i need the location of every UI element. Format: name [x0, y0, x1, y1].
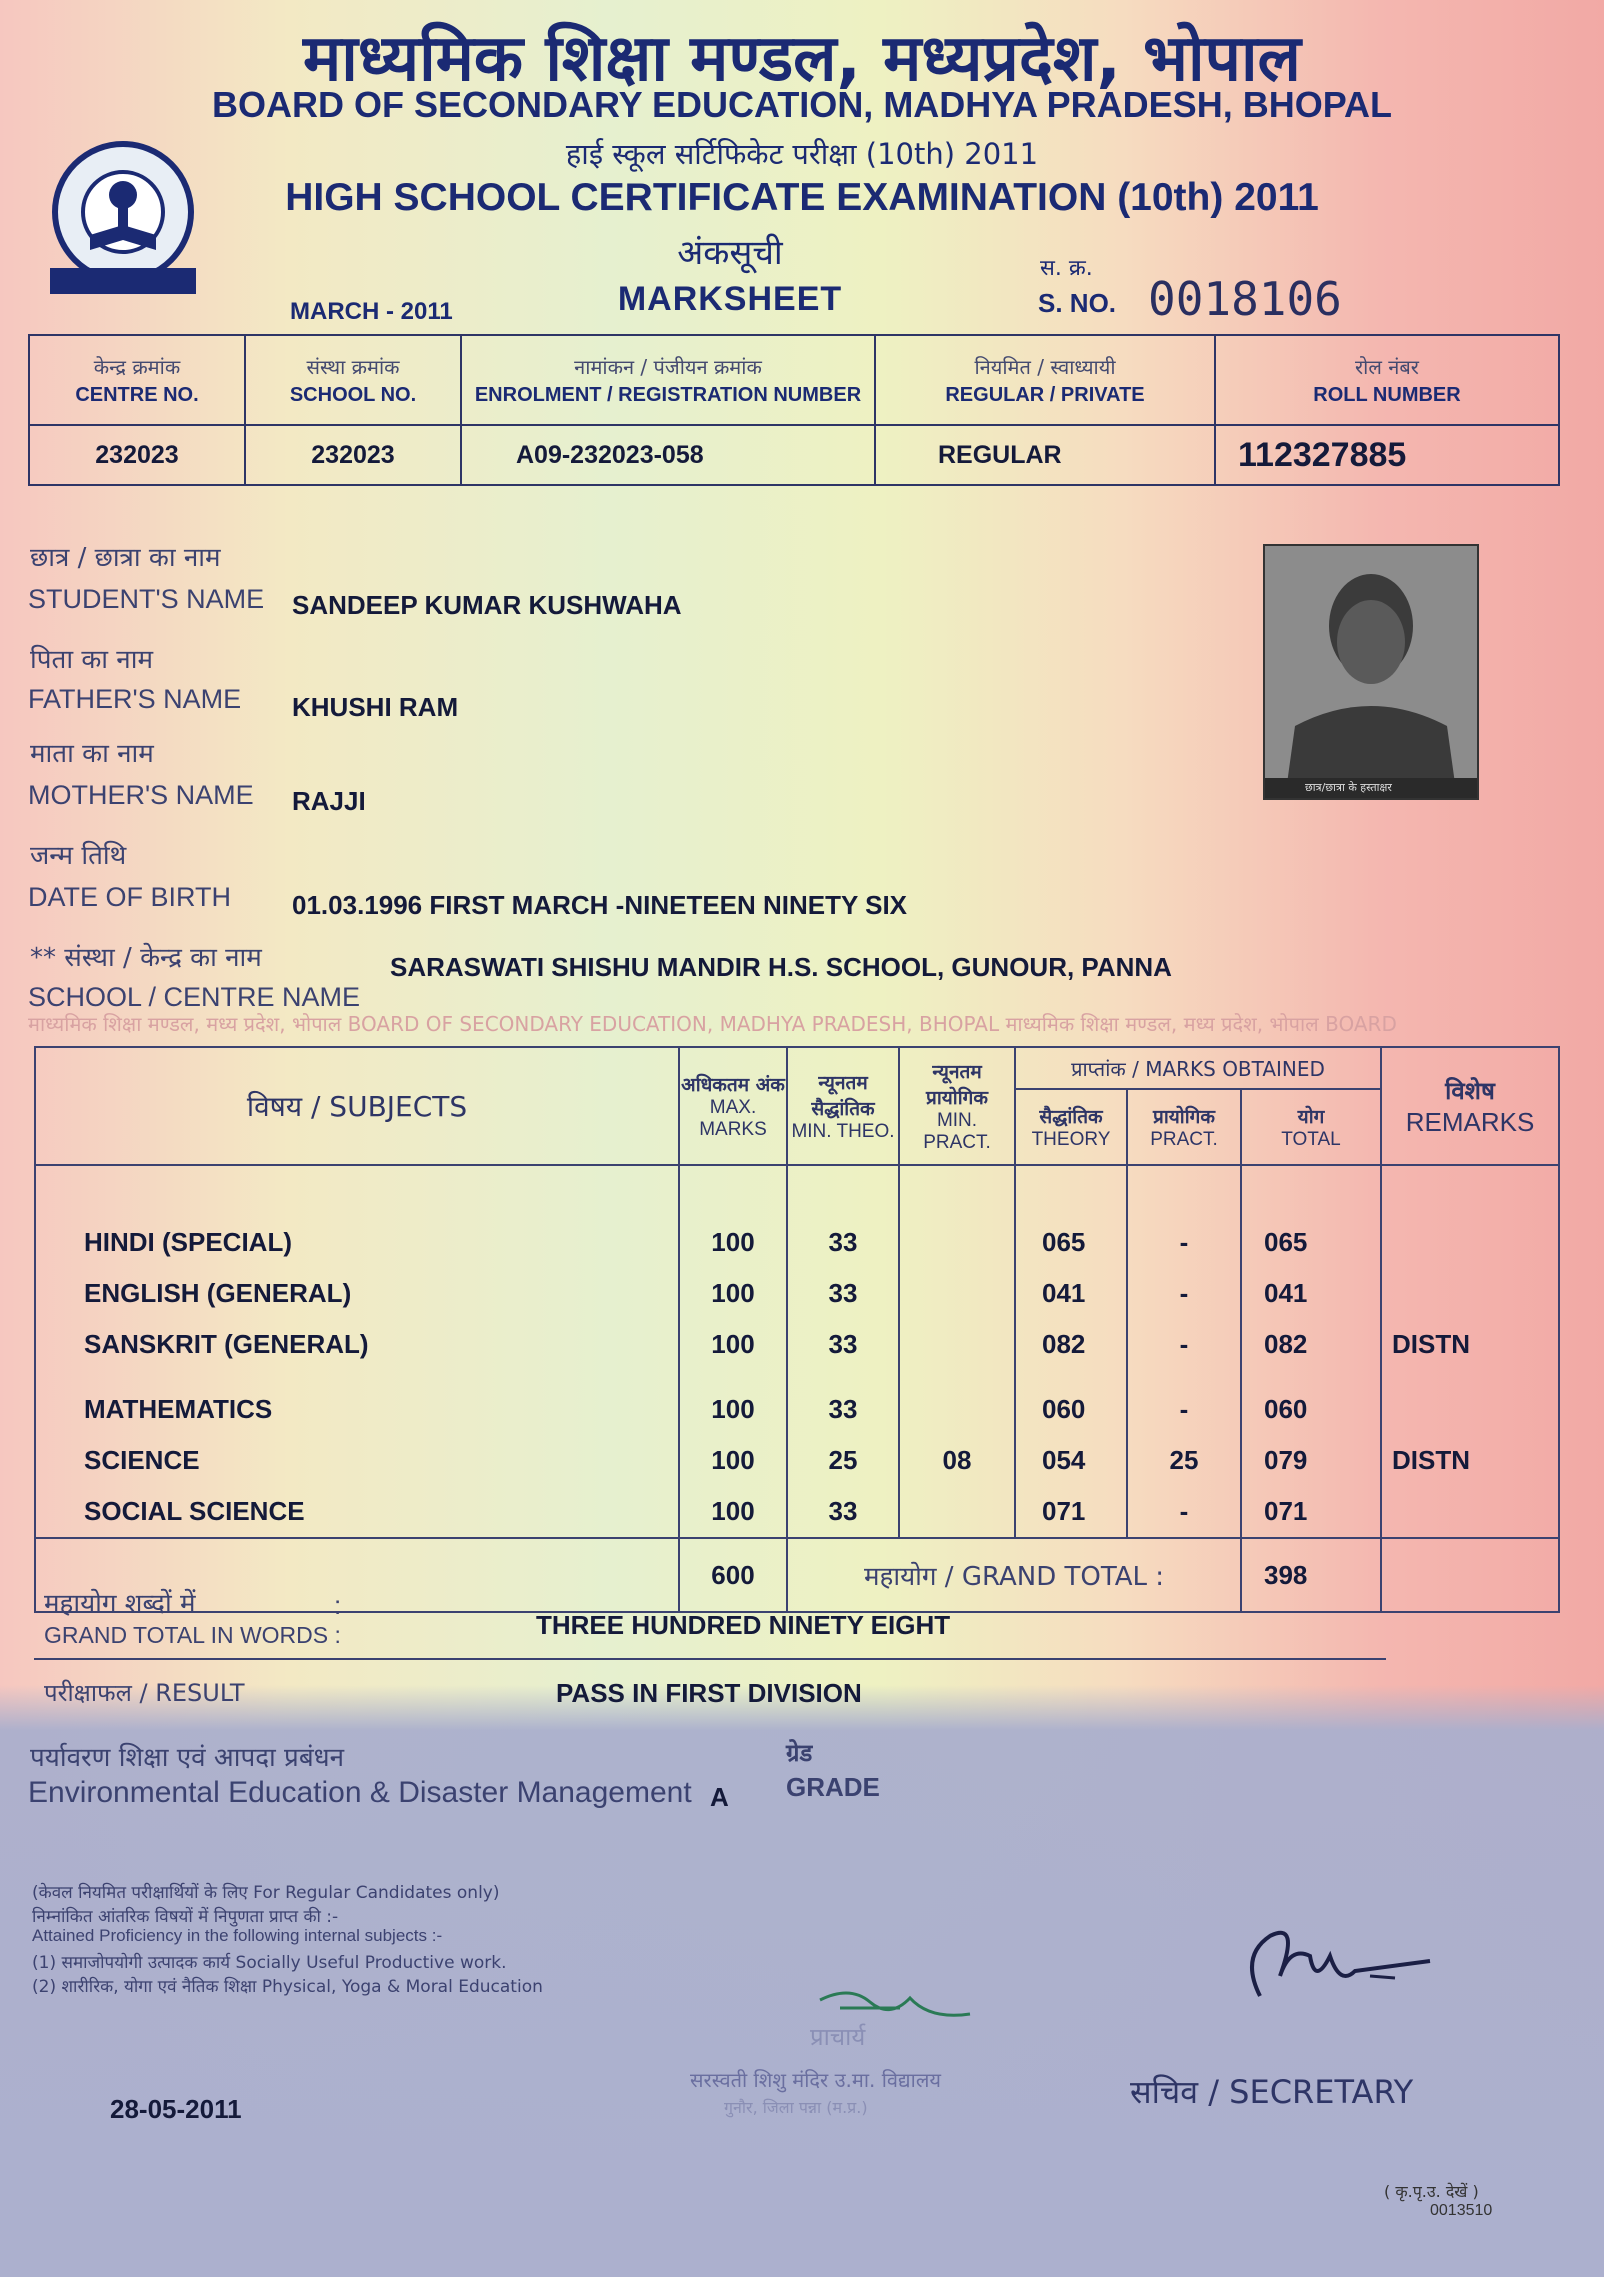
notes-line-1: (केवल नियमित परीक्षार्थियों के लिए For Regular Candidates only)	[32, 1883, 500, 1903]
enrolment-value: A09-232023-058	[461, 425, 875, 485]
grand-total-words-label: GRAND TOTAL IN WORDS :	[44, 1622, 341, 1648]
grand-total-words-colon: :	[334, 1590, 342, 1620]
summary-divider	[34, 1658, 1386, 1660]
dob-value: 01.03.1996 FIRST MARCH -NINETEEN NINETY SIX	[292, 890, 908, 920]
principal-stamp-line-1: सरस्वती शिशु मंदिर उ.मा. विद्यालय	[690, 2068, 941, 2092]
mother-name-value: RAJJI	[292, 786, 366, 816]
photo-caption: छात्र/छात्रा के हस्ताक्षर	[1305, 781, 1392, 794]
mother-name-label-hindi: माता का नाम	[30, 739, 154, 769]
min-theory-header: न्यूनतम सैद्धांतिक MIN. THEO.	[787, 1047, 899, 1165]
grand-total-words-value: THREE HUNDRED NINETY EIGHT	[536, 1610, 951, 1640]
total-header: योग TOTAL	[1241, 1089, 1381, 1165]
exam-month: MARCH - 2011	[290, 298, 453, 325]
student-photo	[1263, 544, 1479, 800]
roll-number-header: रोल नंबर ROLL NUMBER	[1215, 335, 1559, 425]
grand-total-words-label-hindi: महायोग शब्दों में	[44, 1589, 196, 1619]
grand-total-value: 398	[1241, 1538, 1381, 1612]
subject-row: SCIENCE 100 25 08 054 25 079 DISTN	[35, 1435, 1559, 1486]
secretary-signature	[1220, 1916, 1450, 2026]
notes-line-4: (1) समाजोपयोगी उत्पादक कार्य Socially Useful Productive work.	[32, 1953, 507, 1973]
father-name-label: FATHER'S NAME	[28, 684, 242, 714]
mother-name-label: MOTHER'S NAME	[28, 780, 254, 810]
notes-line-3: Attained Proficiency in the following internal subjects :-	[32, 1926, 443, 1945]
env-education-grade: A	[710, 1782, 729, 1812]
subject-row: ENGLISH (GENERAL) 100 33 041 - 041	[35, 1268, 1559, 1319]
father-name-label-hindi: पिता का नाम	[30, 645, 153, 675]
pto-note: ( कृ.पृ.उ. देखें )	[1384, 2182, 1479, 2201]
theory-header: सैद्धांतिक THEORY	[1015, 1089, 1127, 1165]
practical-header: प्रायोगिक PRACT.	[1127, 1089, 1241, 1165]
subject-row: HINDI (SPECIAL) 100 33 065 - 065	[35, 1217, 1559, 1268]
result-value: PASS IN FIRST DIVISION	[556, 1678, 862, 1708]
notes-line-2: निम्नांकित आंतरिक विषयों में निपुणता प्राप्त की :-	[32, 1907, 339, 1927]
exam-title-english: HIGH SCHOOL CERTIFICATE EXAMINATION (10th) 2011	[285, 176, 1319, 219]
subject-row: MATHEMATICS 100 33 060 - 060	[35, 1370, 1559, 1435]
serial-number-label: S. NO.	[1038, 288, 1117, 318]
enrolment-header: नामांकन / पंजीयन क्रमांक ENROLMENT / REGISTRATION NUMBER	[461, 335, 875, 425]
school-no-value: 232023	[245, 425, 461, 485]
remarks-header: विशेष REMARKS	[1381, 1047, 1559, 1165]
candidate-info-table	[28, 334, 1560, 486]
max-marks-header: अधिकतम अंक MAX. MARKS	[679, 1047, 787, 1165]
board-title-english: BOARD OF SECONDARY EDUCATION, MADHYA PRADESH, BHOPAL	[211, 84, 1393, 125]
min-practical-header: न्यूनतम प्रायोगिक MIN. PRACT.	[899, 1047, 1015, 1165]
grand-total-label: महायोग / GRAND TOTAL :	[787, 1538, 1241, 1612]
subject-row: SANSKRIT (GENERAL) 100 33 082 - 082 DISTN	[35, 1319, 1559, 1370]
principal-label: प्राचार्य	[810, 2023, 866, 2051]
centre-no-value: 232023	[29, 425, 245, 485]
father-name-value: KHUSHI RAM	[292, 692, 459, 722]
student-name-label: STUDENT'S NAME	[28, 584, 265, 614]
regular-private-header: नियमित / स्वाध्यायी REGULAR / PRIVATE	[875, 335, 1215, 425]
marksheet-title-english: MARKSHEET	[617, 280, 843, 318]
subjects-header: विषय / SUBJECTS	[35, 1047, 679, 1165]
board-title-hindi: माध्यमिक शिक्षा मण्डल, मध्यप्रदेश, भोपाल	[303, 22, 1301, 96]
grade-label: GRADE	[786, 1772, 880, 1802]
grade-label-hindi: ग्रेड	[786, 1739, 813, 1767]
marks-obtained-header: प्राप्तांक / MARKS OBTAINED	[1015, 1047, 1381, 1089]
student-portrait-image	[1265, 546, 1477, 798]
school-name-value: SARASWATI SHISHU MANDIR H.S. SCHOOL, GUNOUR, PANNA	[390, 952, 1172, 982]
centre-no-header: केन्द्र क्रमांक CENTRE NO.	[29, 335, 245, 425]
school-no-header: संस्था क्रमांक SCHOOL NO.	[245, 335, 461, 425]
serial-number-label-hindi: स. क्र.	[1040, 256, 1093, 281]
student-name-label-hindi: छात्र / छात्रा का नाम	[30, 543, 221, 573]
roll-number-value: 112327885	[1215, 425, 1559, 485]
subject-row	[35, 1165, 1559, 1217]
grand-remarks-spacer	[1381, 1538, 1559, 1612]
school-name-label: SCHOOL / CENTRE NAME	[28, 982, 361, 1012]
exam-title-hindi: हाई स्कूल सर्टिफिकेट परीक्षा (10th) 2011	[565, 137, 1039, 171]
principal-stamp-line-2: गुनौर, जिला पन्ना (म.प्र.)	[724, 2098, 868, 2117]
secretary-label: सचिव / SECRETARY	[1130, 2073, 1414, 2111]
serial-number-value: 0018106	[1148, 272, 1342, 326]
school-name-label-hindi: ** संस्था / केन्द्र का नाम	[30, 943, 262, 973]
grand-total-row	[35, 1538, 1559, 1612]
subject-row: SOCIAL SCIENCE 100 33 071 - 071	[35, 1486, 1559, 1538]
dob-label-hindi: जन्म तिथि	[30, 841, 127, 871]
notes-line-5: (2) शारीरिक, योगा एवं नैतिक शिक्षा Physical, Yoga & Moral Education	[32, 1977, 543, 1997]
student-name-value: SANDEEP KUMAR KUSHWAHA	[292, 590, 682, 620]
env-education-label: Environmental Education & Disaster Management	[28, 1776, 692, 1809]
marks-table	[34, 1046, 1560, 1613]
security-strip-text: माध्यमिक शिक्षा मण्डल, मध्य प्रदेश, भोपाल BOARD OF SECONDARY EDUCATION, MADHYA PRADESH, BHOPAL माध्यमिक शिक्षा मण्डल, मध्य प्रदेश, भोपाल BOARD	[28, 1012, 1397, 1036]
marksheet-title-hindi: अंकसूची	[677, 233, 783, 273]
dob-label: DATE OF BIRTH	[28, 882, 232, 912]
grand-max-value: 600	[679, 1538, 787, 1612]
issue-date: 28-05-2011	[110, 2094, 242, 2124]
result-label: परीक्षाफल / RESULT	[44, 1679, 245, 1707]
env-education-label-hindi: पर्यावरण शिक्षा एवं आपदा प्रबंधन	[30, 1743, 345, 1773]
document-code: 0013510	[1430, 2202, 1493, 2219]
regular-private-value: REGULAR	[875, 425, 1215, 485]
